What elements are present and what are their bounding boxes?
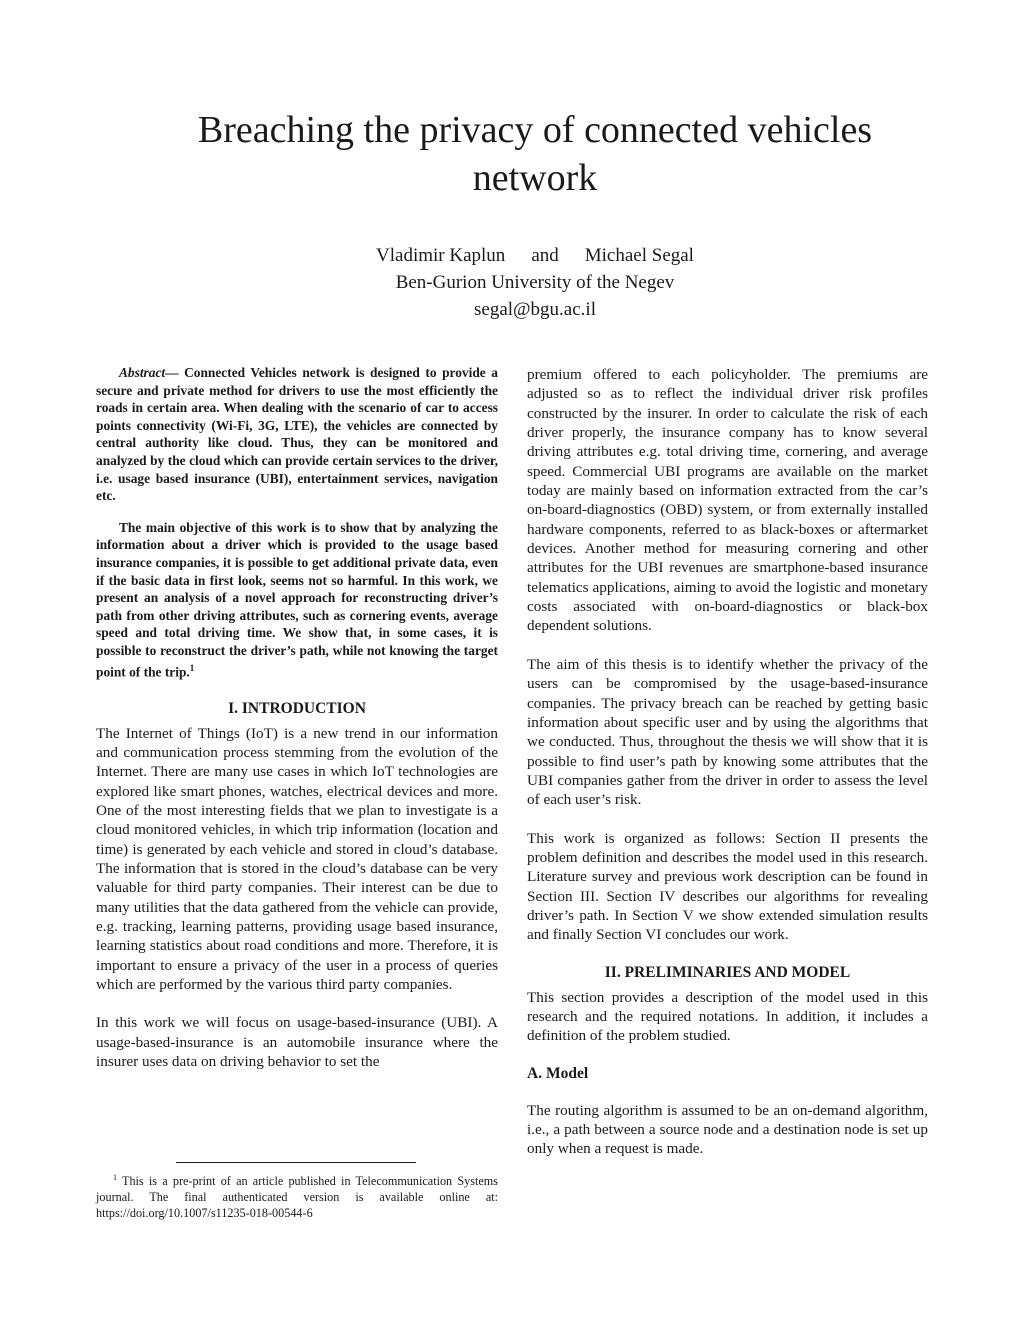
body-paragraph: The routing algorithm is assumed to be an on-demand algorithm, i.e., a path between a source node and a destination node is set up only when a request is made. xyxy=(527,1101,928,1158)
abstract-dash: — xyxy=(165,365,179,380)
abstract-label: Abstract xyxy=(119,365,166,380)
section-heading: II. PRELIMINARIES AND MODEL xyxy=(604,963,851,981)
author-conjunction: and xyxy=(531,245,559,266)
body-paragraph: premium offered to each policyholder. The premiums are adjusted so as to reflect the individual driver risk profiles constructed by the insurer. In order to calculate the risk of each driver properly, the insurance company has to know several driving attributes e.g. total driving time, cornering, and average speed. Commercial UBI programs are available on the market today are mainly based on information extracted from the car’s on-board-diagnostics (OBD) system, or from externally installed hardware components, referred to as black-boxes or aftermarket devices. Another method for measuring cornering and other attributes for the UBI revenues are smartphone-based insurance telematics applications, aiming to avoid the logistic and monetary costs associated with on-board-diagnostics or black-box dependent solutions. xyxy=(527,366,928,635)
abstract-paragraph xyxy=(96,364,498,505)
author-line xyxy=(300,242,770,269)
paper-title: Breaching the privacy of connected vehicles network xyxy=(197,109,873,199)
author-name: Vladimir Kaplun xyxy=(376,245,506,266)
body-paragraph: The aim of this thesis is to identify whether the privacy of the users can be compromised by the usage-based-insurance companies. The privacy breach can be reached by getting basic information about specific user and by using the algorithms that we conducted. Thus, throughout the thesis we will show that it is possible to find user’s path by knowing some attributes that the UBI companies gather from the driver in order to assess the level of each user’s risk. xyxy=(527,655,928,809)
footnote xyxy=(96,1170,498,1221)
footnote-text: This is a pre-print of an article published in Telecommunication Systems journal. The final authenticated version is available online at: https://doi.org/10.1007/s11235-018-00544-6 xyxy=(96,1174,498,1221)
abstract-text: Connected Vehicles network is designed to provide a secure and private method for drivers to use the most efficiently the roads in certain area. When dealing with the scenario of car to access points connectivity (Wi-Fi, 3G, LTE), the vehicles are connected by central authority like cloud. Thus, they can be monitored and analyzed by the cloud which can provide certain services to the driver, i.e. usage based insurance (UBI), entertainment services, navigation etc. xyxy=(96,365,498,504)
affiliation: Ben-Gurion University of the Negev xyxy=(395,272,675,293)
footnote-marker: 1 xyxy=(189,662,195,673)
footnote-mark: 1 xyxy=(113,1173,117,1182)
right-column xyxy=(527,365,928,1159)
author-name: Michael Segal xyxy=(584,245,694,266)
abstract-text: The main objective of this work is to show that by analyzing the information about a driver which is provided to the usage based insurance companies, it is possible to get additional private data, even if the basic data in first look, seems not so harmful. In this work, we present an analysis of a novel approach for reconstructing driver’s path from other driving attributes, such as cornering events, average speed and total driving time. We show that, in some cases, it is possible to reconstruct the driver’s path, while not knowing the target point of the trip. xyxy=(96,519,498,679)
body-paragraph: The Internet of Things (IoT) is a new trend in our information and communication process stemming from the evolution of the Internet. There are many use cases in which IoT technologies are explored like smart phones, watches, electrical devices and more. One of the most interesting fields that we plan to investigate is a cloud monitored vehicles, in which trip information (location and time) is generated by each vehicle and stored in cloud’s database. The information that is stored in the cloud’s database can be very valuable for third party companies. Their interest can be due to many utilities that the data gathered from the vehicle can provide, e.g. tracking, learning patterns, providing usage based insurance, learning statistics about road conditions and more. Therefore, it is important to ensure a privacy of the user in a process of queries which are performed by the various third party companies. xyxy=(96,724,498,994)
footnote-divider xyxy=(176,1162,416,1163)
body-paragraph: This section provides a description of the model used in this research and the required notations. In addition, it includes a definition of the problem studied. xyxy=(527,988,928,1045)
body-paragraph: This work is organized as follows: Section II presents the problem definition and describes the model used in this research. Literature survey and previous work description can be found in Section III. Section IV describes our algorithms for revealing driver’s path. In Section V we show extended simulation results and finally Section VI concludes our work. xyxy=(527,829,928,944)
email: segal@bgu.ac.il xyxy=(474,299,596,320)
abstract-paragraph xyxy=(96,519,498,681)
author-block xyxy=(300,242,770,323)
subsection-heading: A. Model xyxy=(527,1064,589,1082)
left-column xyxy=(96,364,498,1071)
section-heading: I. INTRODUCTION xyxy=(228,699,366,717)
body-paragraph: In this work we will focus on usage-based-insurance (UBI). A usage-based-insurance is an automobile insurance where the insurer uses data on driving behavior to set the xyxy=(96,1014,498,1071)
